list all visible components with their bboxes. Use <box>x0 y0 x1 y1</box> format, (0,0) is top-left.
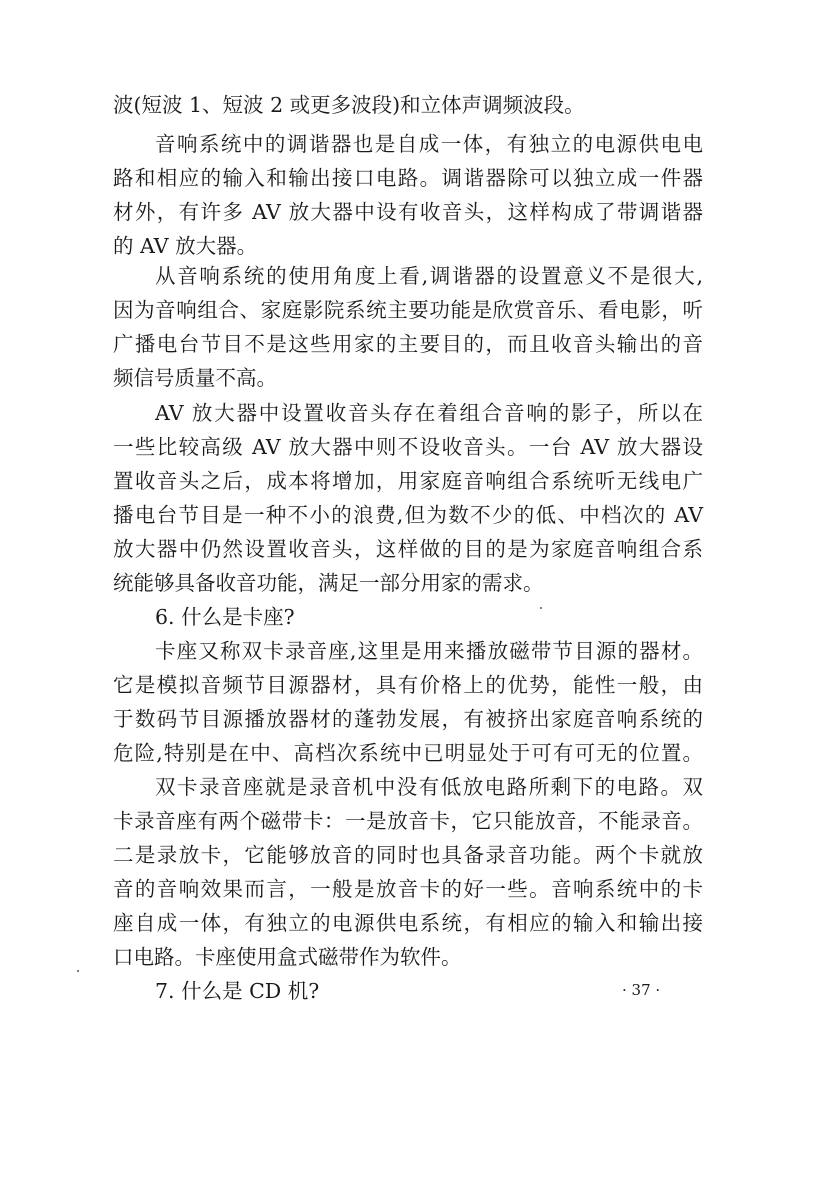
text-line: 于数码节目源播放器材的蓬勃发展，有被挤出家庭音响系统的 <box>113 707 703 731</box>
text-line: 材外，有许多 AV 放大器中设有收音头，这样构成了带调谐器 <box>113 200 703 224</box>
text-line: 双卡录音座就是录音机中没有低放电路所剩下的电路。双 <box>155 775 703 799</box>
text-line: 口电路。卡座使用盒式磁带作为软件。 <box>113 945 462 969</box>
section-heading: 6. 什么是卡座? <box>155 605 295 629</box>
text-line: 音的音响效果而言，一般是放音卡的好一些。音响系统中的卡 <box>113 877 703 901</box>
text-line: 卡录音座有两个磁带卡：一是放音卡，它只能放音，不能录音。 <box>113 809 703 833</box>
text-line: 因为音响组合、家庭影院系统主要功能是欣赏音乐、看电影，听 <box>113 298 703 322</box>
scan-speck <box>540 607 542 609</box>
text-line: 危险,特别是在中、高档次系统中已明显处于可有可无的位置。 <box>113 741 703 765</box>
text-line: 音响系统中的调谐器也是自成一体，有独立的电源供电电 <box>155 132 703 156</box>
text-line: 它是模拟音频节目源器材，具有价格上的优势，能性一般，由 <box>113 673 703 697</box>
text-line: 统能够具备收音功能，满足一部分用家的需求。 <box>113 571 544 595</box>
text-line: 座自成一体，有独立的电源供电系统，有相应的输入和输出接 <box>113 911 703 935</box>
text-line: 二是录放卡，它能够放音的同时也具备录音功能。两个卡就放 <box>113 843 703 867</box>
text-line: 放大器中仍然设置收音头，这样做的目的是为家庭音响组合系 <box>113 537 703 561</box>
text-line: AV 放大器中设置收音头存在着组合音响的影子，所以在 <box>155 401 703 425</box>
text-line: 播电台节目是一种不小的浪费,但为数不少的低、中档次的 AV <box>113 503 703 527</box>
text-line: 卡座又称双卡录音座,这里是用来播放磁带节目源的器材。 <box>155 639 703 663</box>
scan-speck <box>77 970 79 972</box>
text-line: 从音响系统的使用角度上看,调谐器的设置意义不是很大, <box>155 264 703 288</box>
text-line: 频信号质量不高。 <box>113 366 277 390</box>
text-line: 广播电台节目不是这些用家的主要目的，而且收音头输出的音 <box>113 332 703 356</box>
section-heading: 7. 什么是 CD 机? <box>155 979 320 1003</box>
text-line: 置收音头之后，成本将增加，用家庭音响组合系统听无线电广 <box>113 469 703 493</box>
text-line: 一些比较高级 AV 放大器中则不设收音头。一台 AV 放大器设 <box>113 435 703 459</box>
text-line: 波(短波 1、短波 2 或更多波段)和立体声调频波段。 <box>113 93 585 117</box>
page-number: · 37 · <box>622 981 661 999</box>
text-line: 的 AV 放大器。 <box>113 234 258 258</box>
text-line: 路和相应的输入和输出接口电路。调谐器除可以独立成一件器 <box>113 166 703 190</box>
